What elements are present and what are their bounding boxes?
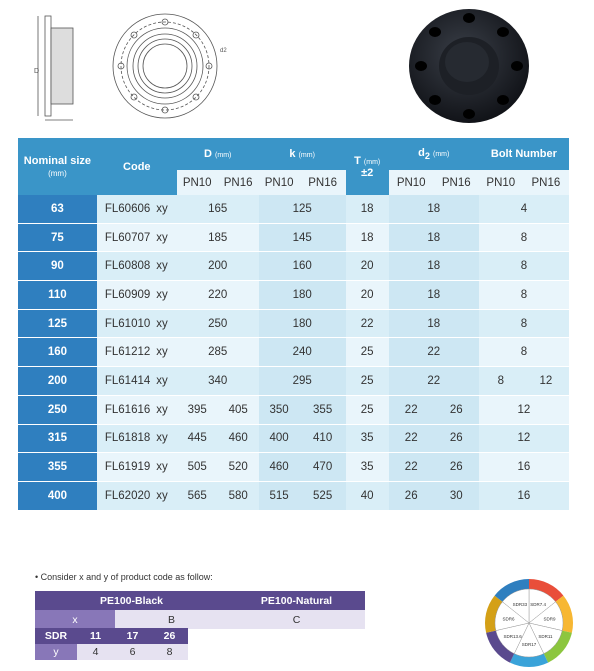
d-pn10-cell: 565 <box>177 481 218 510</box>
sdr-value-2: 17 <box>114 628 151 644</box>
d2-pn16-cell: 26 <box>434 424 479 453</box>
pe-natural-header: PE100-Natural <box>228 591 365 610</box>
code-value: FL61212 <box>104 346 151 359</box>
wheel-label: SDR17 <box>521 642 537 647</box>
k-pn16-cell: 470 <box>300 453 346 482</box>
code-suffix: xy <box>156 403 168 416</box>
t-unit: (mm) <box>363 158 381 166</box>
d2-pn16-cell: 30 <box>434 481 479 510</box>
bolt-cell: 8 <box>479 223 569 252</box>
code-value: FL61818 <box>104 432 151 445</box>
svg-text:D: D <box>34 68 40 75</box>
code-suffix: xy <box>156 202 168 215</box>
code-value: FL61010 <box>104 317 151 330</box>
y-value-3: 8 <box>151 644 188 660</box>
bolt-cell: 8 <box>479 338 569 367</box>
t-cell: 20 <box>346 281 389 310</box>
d2-pn10-cell: 22 <box>389 424 434 453</box>
d2-pn10-cell: 22 <box>389 453 434 482</box>
x-natural-value: C <box>228 610 365 629</box>
pe-color-table <box>35 591 365 629</box>
wheel-label: SDR11 <box>538 634 553 640</box>
d2-cell: 18 <box>389 309 479 338</box>
wheel-label: SDR9 <box>543 616 556 622</box>
code-label: Code <box>123 160 151 173</box>
k-pn10-cell: 515 <box>259 481 300 510</box>
d2-unit: (mm) <box>433 150 450 158</box>
y-value-2: 6 <box>114 644 151 660</box>
d2-label: d <box>418 146 425 159</box>
table-row <box>18 223 569 252</box>
table-row <box>18 338 569 367</box>
nominal-size-cell: 200 <box>18 367 97 396</box>
table-row <box>18 481 569 510</box>
nominal-size-cell: 90 <box>18 252 97 281</box>
nominal-size-cell: 250 <box>18 395 97 424</box>
d-unit: (mm) <box>215 152 232 159</box>
sdr-table <box>35 628 188 660</box>
t-cell: 20 <box>346 252 389 281</box>
nominal-size-cell: 125 <box>18 309 97 338</box>
t-cell: 35 <box>346 424 389 453</box>
code-value: FL60707 <box>104 231 151 244</box>
bolt-cell: 12 <box>479 395 569 424</box>
d-pn10-cell: 445 <box>177 424 218 453</box>
d-cell: 340 <box>177 367 259 396</box>
bolt-cell: 4 <box>479 195 569 223</box>
code-value: FL61919 <box>104 461 151 474</box>
code-value: FL62020 <box>104 489 151 502</box>
wheel-label: SDR6 <box>502 616 515 622</box>
code-cell <box>97 367 177 396</box>
d-cell: 165 <box>177 195 259 223</box>
t-cell: 25 <box>346 367 389 396</box>
d2-pn10-cell: 22 <box>389 395 434 424</box>
flange-product-photo <box>405 6 533 126</box>
code-cell <box>97 252 177 281</box>
d2-cell: 18 <box>389 281 479 310</box>
sdr-label: SDR <box>35 628 77 644</box>
header-d <box>177 138 259 170</box>
t-cell: 25 <box>346 338 389 367</box>
k-cell: 160 <box>259 252 346 281</box>
bolt-cell: 16 <box>479 453 569 482</box>
d2-subscript: 2 <box>424 151 430 162</box>
bolt-cell: 16 <box>479 481 569 510</box>
sdr-color-wheel <box>483 577 575 669</box>
table-row <box>18 424 569 453</box>
table-row <box>18 252 569 281</box>
nominal-size-cell: 110 <box>18 281 97 310</box>
d-pn16: PN16 <box>218 170 259 195</box>
d-pn16-cell: 405 <box>218 395 259 424</box>
d-pn16-cell: 520 <box>218 453 259 482</box>
code-value: FL61414 <box>104 374 151 387</box>
k-cell: 295 <box>259 367 346 396</box>
t-tolerance: ±2 <box>361 166 374 179</box>
table-row <box>18 453 569 482</box>
code-value: FL61616 <box>104 403 151 416</box>
code-cell <box>97 395 177 424</box>
y-value-1: 4 <box>77 644 114 660</box>
k-pn10-cell: 350 <box>259 395 300 424</box>
x-black-value: B <box>115 610 228 629</box>
header-code <box>97 138 177 195</box>
code-suffix: xy <box>156 489 168 502</box>
k-pn10-cell: 400 <box>259 424 300 453</box>
d2-pn10: PN10 <box>389 170 434 195</box>
nominal-size-cell: 75 <box>18 223 97 252</box>
code-cell <box>97 223 177 252</box>
d-pn16-cell: 580 <box>218 481 259 510</box>
k-pn10-cell: 460 <box>259 453 300 482</box>
t-cell: 40 <box>346 481 389 510</box>
code-value: FL60808 <box>104 260 151 273</box>
d2-label: d2 <box>220 48 227 54</box>
k-cell: 145 <box>259 223 346 252</box>
nominal-size-unit: (mm) <box>48 168 67 178</box>
bolt-pn10: PN10 <box>479 170 523 195</box>
product-code-note: • Consider x and y of product code as follow: <box>35 572 213 582</box>
t-cell: 22 <box>346 309 389 338</box>
k-cell: 180 <box>259 309 346 338</box>
k-pn16-cell: 355 <box>300 395 346 424</box>
y-label: y <box>35 644 77 660</box>
d-pn10-cell: 505 <box>177 453 218 482</box>
k-pn10: PN10 <box>259 170 300 195</box>
d2-cell: 22 <box>389 367 479 396</box>
flange-technical-drawing <box>30 8 240 123</box>
table-row <box>18 367 569 396</box>
t-label: T <box>354 154 361 167</box>
wheel-label: SDR33 <box>512 602 528 608</box>
code-cell <box>97 281 177 310</box>
d-cell: 185 <box>177 223 259 252</box>
header-nominal-size <box>18 138 97 195</box>
code-suffix: xy <box>156 260 168 273</box>
nominal-size-cell: 315 <box>18 424 97 453</box>
header-bolt <box>479 138 569 170</box>
k-cell: 180 <box>259 281 346 310</box>
header-k <box>259 138 346 170</box>
t-cell: 18 <box>346 223 389 252</box>
t-cell: 25 <box>346 395 389 424</box>
bolt-cell: 8 <box>479 252 569 281</box>
k-cell: 125 <box>259 195 346 223</box>
d-label: D <box>204 148 212 160</box>
bolt-cell: 12 <box>479 424 569 453</box>
k-label: k <box>289 148 296 160</box>
k-unit: (mm) <box>298 152 315 159</box>
code-suffix: xy <box>156 231 168 244</box>
bolt-pn16: PN16 <box>523 170 569 195</box>
code-cell <box>97 309 177 338</box>
d2-cell: 18 <box>389 195 479 223</box>
d-cell: 220 <box>177 281 259 310</box>
k-pn16-cell: 525 <box>300 481 346 510</box>
d-pn10: PN10 <box>177 170 218 195</box>
k-cell: 240 <box>259 338 346 367</box>
bolt-pn10-cell: 8 <box>479 367 523 396</box>
header-d2 <box>389 138 479 170</box>
code-suffix: xy <box>156 461 168 474</box>
d2-pn16-cell: 26 <box>434 395 479 424</box>
nominal-size-cell: 63 <box>18 195 97 223</box>
nominal-size-cell: 160 <box>18 338 97 367</box>
d2-pn10-cell: 26 <box>389 481 434 510</box>
nominal-size-label: Nominal size <box>23 154 92 167</box>
k-pn16: PN16 <box>300 170 346 195</box>
table-row <box>18 309 569 338</box>
table-row <box>18 281 569 310</box>
t-cell: 35 <box>346 453 389 482</box>
code-cell <box>97 195 177 223</box>
code-suffix: xy <box>156 374 168 387</box>
sdr-value-3: 26 <box>151 628 188 644</box>
code-cell <box>97 481 177 510</box>
x-label: x <box>35 610 115 629</box>
code-suffix: xy <box>156 288 168 301</box>
flange-spec-table <box>18 138 569 511</box>
d-pn10-cell: 395 <box>177 395 218 424</box>
header-t <box>346 138 389 195</box>
d-pn16-cell: 460 <box>218 424 259 453</box>
bolt-cell: 8 <box>479 309 569 338</box>
wheel-label: SDR7.4 <box>530 602 546 608</box>
d-cell: 285 <box>177 338 259 367</box>
code-cell <box>97 338 177 367</box>
nominal-size-cell: 355 <box>18 453 97 482</box>
d2-cell: 18 <box>389 252 479 281</box>
d-cell: 250 <box>177 309 259 338</box>
d2-cell: 18 <box>389 223 479 252</box>
code-suffix: xy <box>156 317 168 330</box>
d2-cell: 22 <box>389 338 479 367</box>
bolt-cell: 8 <box>479 281 569 310</box>
nominal-size-cell: 400 <box>18 481 97 510</box>
code-cell <box>97 453 177 482</box>
code-cell <box>97 424 177 453</box>
t-cell: 18 <box>346 195 389 223</box>
bolt-label: Bolt Number <box>490 148 557 160</box>
d-cell: 200 <box>177 252 259 281</box>
code-value: FL60606 <box>104 202 151 215</box>
wheel-label: SDR13.6 <box>503 634 522 640</box>
d2-pn16-cell: 26 <box>434 453 479 482</box>
sdr-value-1: 11 <box>77 628 114 644</box>
table-row <box>18 395 569 424</box>
k-pn16-cell: 410 <box>300 424 346 453</box>
code-suffix: xy <box>156 346 168 359</box>
code-suffix: xy <box>156 432 168 445</box>
code-value: FL60909 <box>104 288 151 301</box>
table-row <box>18 195 569 223</box>
pe-black-header: PE100-Black <box>35 591 228 610</box>
d2-pn16: PN16 <box>434 170 479 195</box>
bolt-pn16-cell: 12 <box>523 367 569 396</box>
